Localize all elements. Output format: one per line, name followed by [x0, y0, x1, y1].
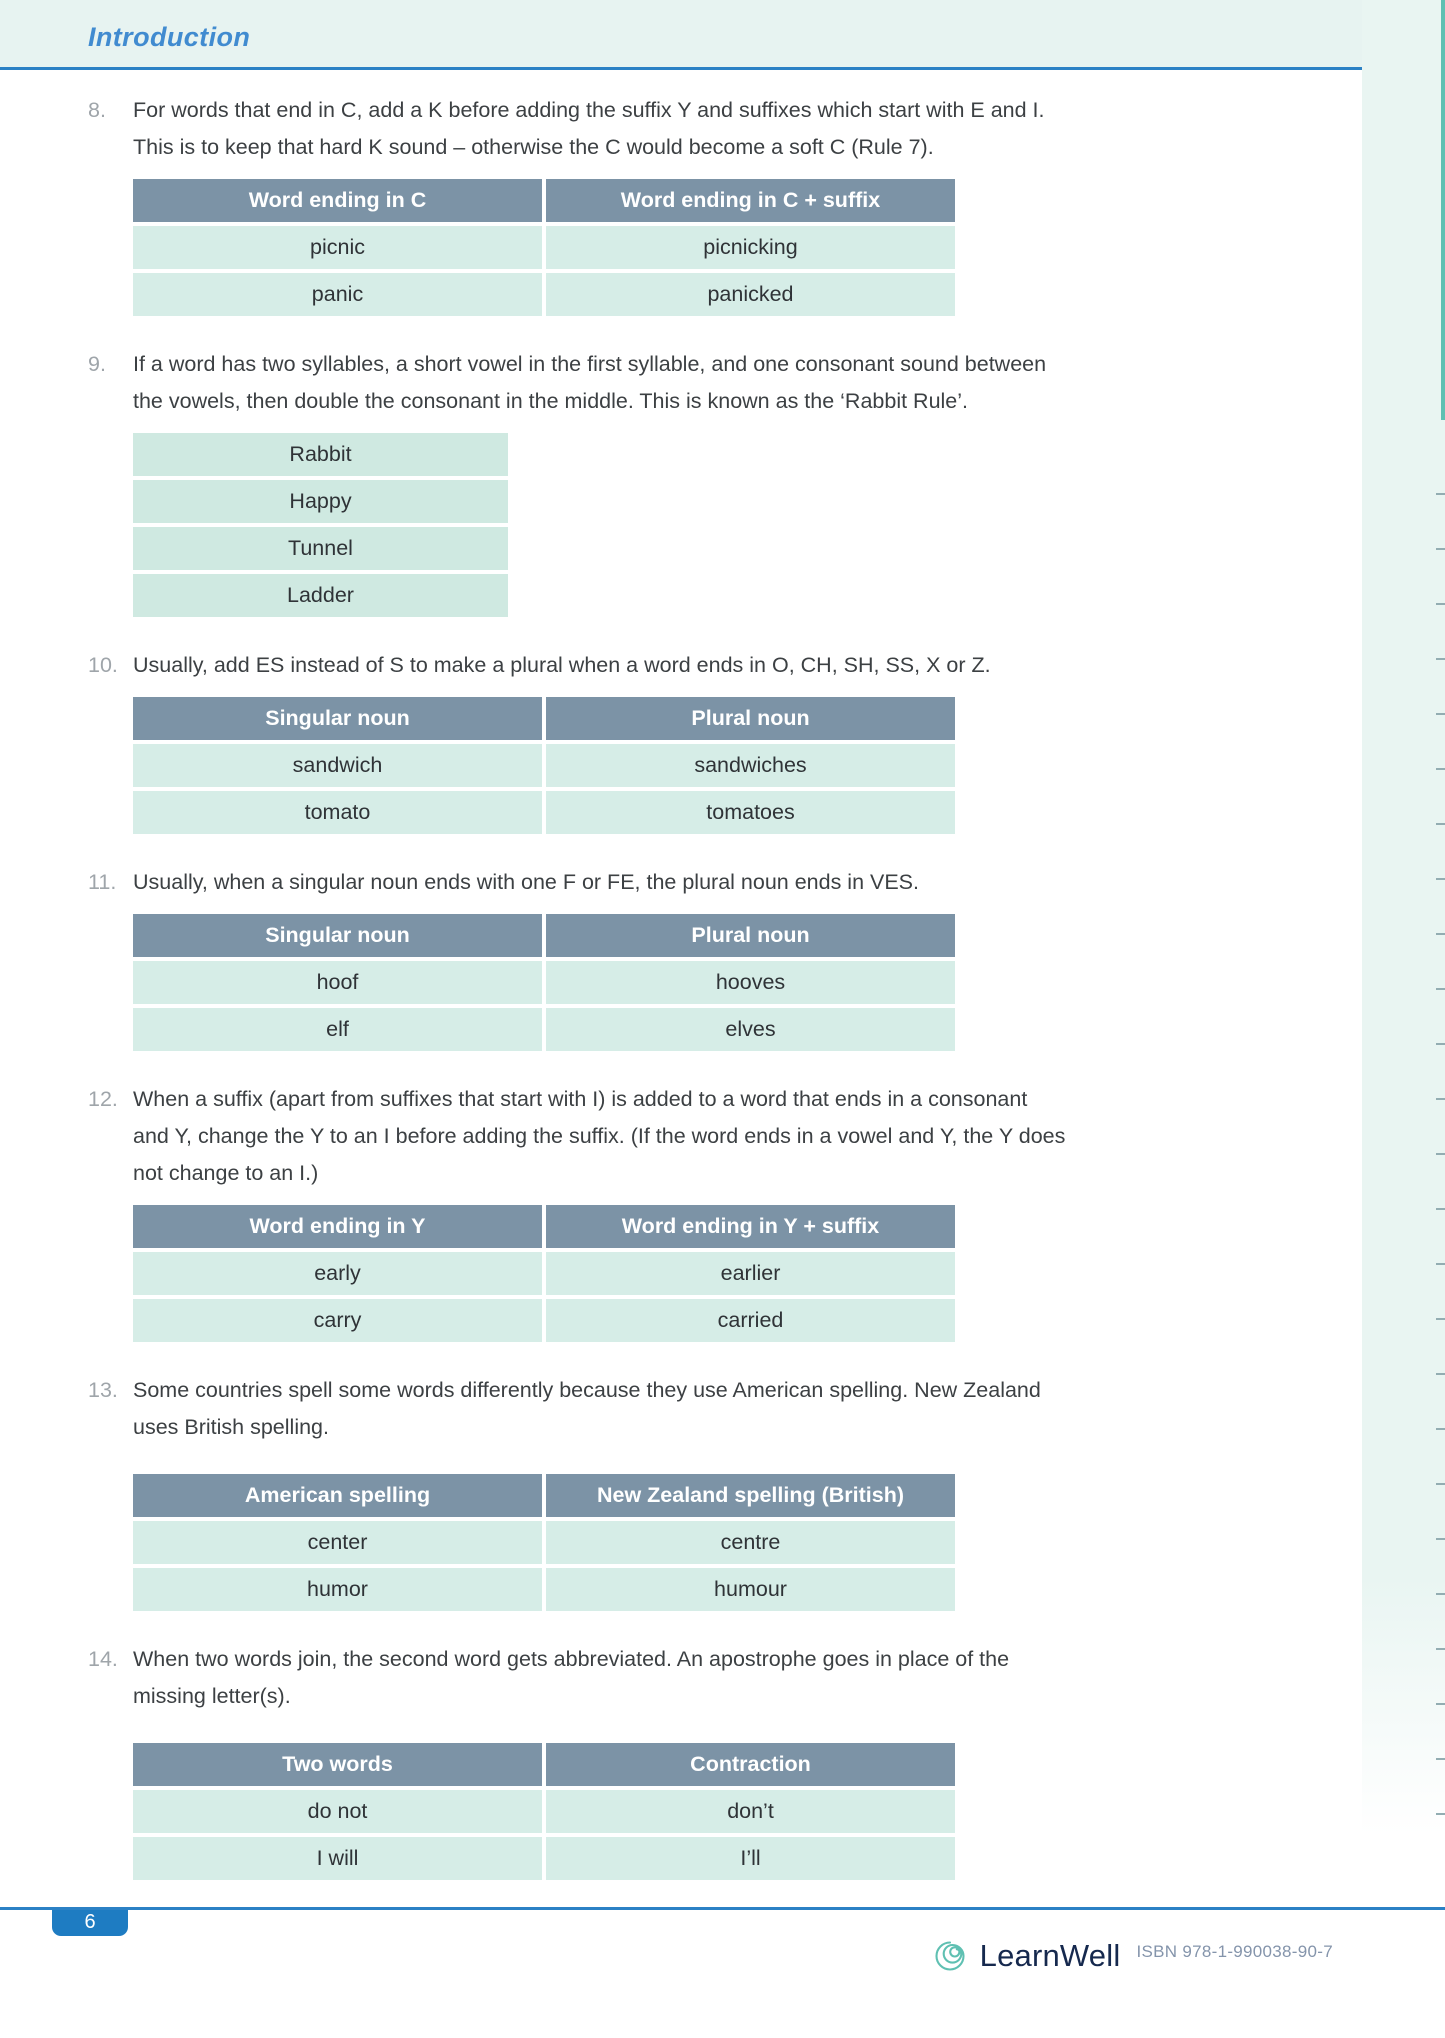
- table-cell: don’t: [546, 1790, 955, 1833]
- word-list-table: [133, 433, 508, 617]
- rule-number: 9.: [88, 352, 106, 376]
- table-cell: sandwich: [133, 744, 542, 787]
- table-row: [133, 961, 955, 1004]
- rule-number: 10.: [88, 653, 118, 677]
- word-table: [133, 1743, 955, 1880]
- rule-item-13: [88, 1372, 1445, 1611]
- rule-text-line: When two words join, the second word gets abbreviated. An apostrophe goes in place of the: [133, 1647, 1010, 1671]
- table-cell: carried: [546, 1299, 955, 1342]
- table-header-row: [133, 1205, 955, 1248]
- table-row: [133, 433, 508, 476]
- table-header-row: [133, 179, 955, 222]
- page-edge-tick-marks: [1436, 440, 1445, 1835]
- table-header-row: [133, 914, 955, 957]
- table-row: [133, 1837, 955, 1880]
- rule-body: [133, 346, 1046, 617]
- rule-text-line: If a word has two syllables, a short vowel in the first syllable, and one consonant sound between: [133, 352, 1047, 376]
- brand-name: LearnWell: [979, 1938, 1121, 1973]
- table-row: [133, 791, 955, 834]
- table-header-cell: Plural noun: [546, 914, 955, 957]
- rule-text-line: not change to an I.): [133, 1161, 319, 1185]
- table-row: [133, 1790, 955, 1833]
- rule-text-line: Usually, add ES instead of S to make a plural when a word ends in O, CH, SH, SS, X or Z.: [133, 653, 991, 677]
- table-cell: centre: [546, 1521, 955, 1564]
- table-header-cell: Two words: [133, 1743, 542, 1786]
- table-cell: humour: [546, 1568, 955, 1611]
- table-cell: Tunnel: [133, 527, 508, 570]
- table-cell: elves: [546, 1008, 955, 1051]
- rule-text-line: the vowels, then double the consonant in the middle. This is known as the ‘Rabbit Rule’.: [133, 389, 969, 413]
- isbn-text: ISBN 978-1-990038-90-7: [1136, 1942, 1333, 1961]
- rule-text-line: Some countries spell some words differently because they use American spelling. New Zealand: [133, 1378, 1041, 1402]
- table-header-cell: Word ending in Y: [133, 1205, 542, 1248]
- table-header-cell: Singular noun: [133, 914, 542, 957]
- word-table: [133, 1205, 955, 1342]
- table-row: [133, 1299, 955, 1342]
- table-cell: Ladder: [133, 574, 508, 617]
- table-header-cell: Word ending in Y + suffix: [546, 1205, 955, 1248]
- page-edge-teal-line: [1441, 0, 1445, 420]
- table-cell: panic: [133, 273, 542, 316]
- table-row: [133, 744, 955, 787]
- table-row: [133, 1521, 955, 1564]
- table-header-row: [133, 697, 955, 740]
- rule-item-9: [88, 346, 1445, 617]
- rule-text-line: This is to keep that hard K sound – otherwise the C would become a soft C (Rule 7).: [133, 135, 934, 159]
- rule-item-11: [88, 864, 1445, 1051]
- rule-body: [133, 1641, 1009, 1880]
- table-cell: picnicking: [546, 226, 955, 269]
- page-title: Introduction: [88, 22, 251, 52]
- table-row: [133, 480, 508, 523]
- rule-number: 14.: [88, 1647, 118, 1671]
- rule-text-line: When a suffix (apart from suffixes that start with I) is added to a word that ends in a consonant: [133, 1087, 1028, 1111]
- table-cell: hooves: [546, 961, 955, 1004]
- rule-body: [133, 647, 991, 834]
- table-cell: I will: [133, 1837, 542, 1880]
- table-cell: Happy: [133, 480, 508, 523]
- table-header-cell: Singular noun: [133, 697, 542, 740]
- table-cell: sandwiches: [546, 744, 955, 787]
- rule-number: 8.: [88, 98, 106, 122]
- table-row: [133, 1568, 955, 1611]
- table-cell: Rabbit: [133, 433, 508, 476]
- rule-number: 13.: [88, 1378, 118, 1402]
- table-row: [133, 527, 508, 570]
- rule-text-line: uses British spelling.: [133, 1415, 329, 1439]
- intro-banner: [0, 0, 1445, 70]
- table-header-cell: American spelling: [133, 1474, 542, 1517]
- table-cell: tomatoes: [546, 791, 955, 834]
- rule-item-10: [88, 647, 1445, 834]
- table-row: [133, 273, 955, 316]
- rule-item-8: [88, 92, 1445, 316]
- word-table: [133, 914, 955, 1051]
- rule-number: 12.: [88, 1087, 118, 1111]
- table-row: [133, 1008, 955, 1051]
- table-header-cell: Contraction: [546, 1743, 955, 1786]
- table-cell: carry: [133, 1299, 542, 1342]
- learnwell-spiral-icon: [930, 1936, 970, 1976]
- page-number-tab: 6: [52, 1910, 128, 1936]
- rule-item-14: [88, 1641, 1445, 1880]
- table-header-cell: New Zealand spelling (British): [546, 1474, 955, 1517]
- table-header-row: [133, 1474, 955, 1517]
- rule-text-line: and Y, change the Y to an I before adding the suffix. (If the word ends in a vowel and Y, the Y does: [133, 1124, 1066, 1148]
- rule-body: [133, 1372, 1041, 1611]
- table-cell: earlier: [546, 1252, 955, 1295]
- table-header-row: [133, 1743, 955, 1786]
- rules-list: [0, 70, 1445, 1880]
- rule-body: [133, 92, 1045, 316]
- table-cell: early: [133, 1252, 542, 1295]
- brand-footer: [930, 1936, 1333, 1976]
- word-table: [133, 179, 955, 316]
- word-table: [133, 697, 955, 834]
- page-edge-strip: [1362, 0, 1445, 1835]
- table-cell: panicked: [546, 273, 955, 316]
- table-row: [133, 574, 508, 617]
- rule-text-line: missing letter(s).: [133, 1684, 291, 1708]
- rule-text-line: For words that end in C, add a K before adding the suffix Y and suffixes which start with E and I.: [133, 98, 1045, 122]
- table-cell: elf: [133, 1008, 542, 1051]
- table-cell: hoof: [133, 961, 542, 1004]
- table-cell: I’ll: [546, 1837, 955, 1880]
- table-header-cell: Plural noun: [546, 697, 955, 740]
- footer-divider: [0, 1907, 1445, 1910]
- table-cell: tomato: [133, 791, 542, 834]
- rule-body: [133, 864, 955, 1051]
- table-row: [133, 226, 955, 269]
- table-cell: do not: [133, 1790, 542, 1833]
- table-cell: picnic: [133, 226, 542, 269]
- table-cell: humor: [133, 1568, 542, 1611]
- rule-text-line: Usually, when a singular noun ends with one F or FE, the plural noun ends in VES.: [133, 870, 919, 894]
- word-table: [133, 1474, 955, 1611]
- table-header-cell: Word ending in C: [133, 179, 542, 222]
- table-header-cell: Word ending in C + suffix: [546, 179, 955, 222]
- rule-item-12: [88, 1081, 1445, 1342]
- table-cell: center: [133, 1521, 542, 1564]
- table-row: [133, 1252, 955, 1295]
- rule-number: 11.: [88, 870, 117, 894]
- rule-body: [133, 1081, 1065, 1342]
